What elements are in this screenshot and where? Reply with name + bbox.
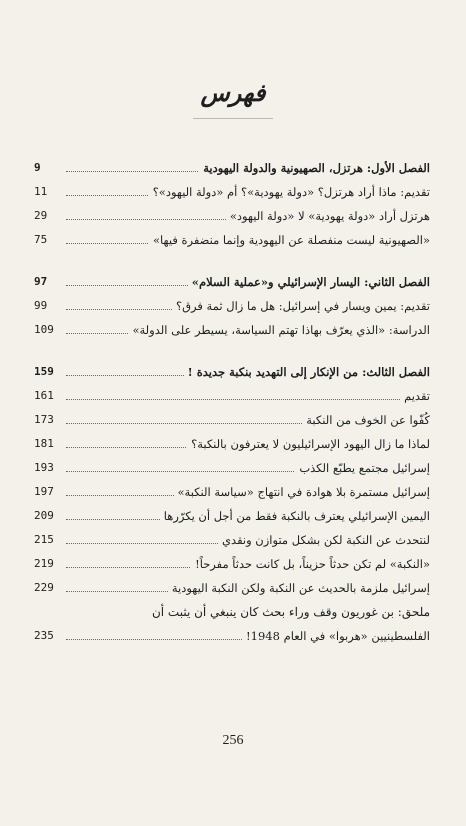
toc-entry[interactable] xyxy=(34,576,430,600)
toc-entry[interactable] xyxy=(34,408,430,432)
entry-title: تقديم: ماذا أراد هرتزل؟ «دولة يهودية»؟ أم «دولة اليهود»؟ xyxy=(149,180,430,204)
entry-title: إسرائيل مستمرة بلا هوادة في انتهاج «سياسة النكبة» xyxy=(174,480,430,504)
page-ref: 197 xyxy=(34,485,54,498)
page-ref: 159 xyxy=(34,365,54,378)
entry-title: هرتزل أراد «دولة يهودية» لا «دولة اليهود» xyxy=(226,204,430,228)
toc-entry[interactable] xyxy=(34,456,430,480)
entry-title: اليمين الإسرائيلي يعترف بالنكبة فقط من أجل أن يكرّرها xyxy=(160,504,430,528)
leader-dots xyxy=(66,399,430,400)
table-of-contents xyxy=(34,156,430,648)
page-ref: 75 xyxy=(34,233,48,246)
page-ref: 11 xyxy=(34,185,48,198)
toc-entry[interactable] xyxy=(34,384,430,408)
toc-chapter-1-heading[interactable] xyxy=(34,156,430,180)
toc-chapter-3-heading[interactable] xyxy=(34,360,430,384)
entry-title: تقديم: يمين ويسار في إسرائيل: هل ما زال ثمة فرق؟ xyxy=(172,294,430,318)
toc-entry[interactable] xyxy=(34,552,430,576)
page-ref: 209 xyxy=(34,509,54,522)
page-number: 256 xyxy=(222,733,244,748)
entry-title: لنتحدث عن النكبة لكن بشكل متوازن ونقدي xyxy=(218,528,430,552)
page-ref: 193 xyxy=(34,461,54,474)
toc-entry[interactable] xyxy=(34,228,430,252)
page-ref: 29 xyxy=(34,209,48,222)
toc-entry[interactable] xyxy=(34,504,430,528)
chapter-title: الفصل الثالث: من الإنكار إلى التهديد بنكبة جديدة ! xyxy=(184,360,430,384)
appendix-line-2: الفلسطينيين «هربوا» في العام 1948! xyxy=(242,624,430,648)
page-title: فهرس xyxy=(200,78,266,107)
appendix-line-2-row xyxy=(34,624,430,648)
page-ref: 181 xyxy=(34,437,54,450)
toc-entry[interactable] xyxy=(34,180,430,204)
page-ref: 173 xyxy=(34,413,54,426)
page-ref: 161 xyxy=(34,389,54,402)
entry-title: «النكبة» لم تكن حدثاً حزيناً، بل كانت حدثاً مفرحاً! xyxy=(191,552,430,576)
entry-title: كُفّوا عن الخوف من النكبة xyxy=(302,408,430,432)
toc-entry[interactable] xyxy=(34,480,430,504)
page-ref: 99 xyxy=(34,299,48,312)
toc-chapter-2-heading[interactable] xyxy=(34,270,430,294)
title-ornament xyxy=(193,118,273,119)
page-ref: 9 xyxy=(34,161,41,174)
toc-entry[interactable] xyxy=(34,204,430,228)
entry-title: الدراسة: «الذي يعرّف بهاذا تهتم السياسة، يسيطر على الدولة» xyxy=(128,318,430,342)
page-ref: 235 xyxy=(34,629,54,642)
toc-entry[interactable] xyxy=(34,528,430,552)
toc-appendix-entry[interactable] xyxy=(34,600,430,648)
page-ref: 215 xyxy=(34,533,54,546)
page-ref: 219 xyxy=(34,557,54,570)
chapter-title: الفصل الأول: هرتزل، الصهيونية والدولة اليهودية xyxy=(199,156,430,180)
toc-entry[interactable] xyxy=(34,318,430,342)
toc-entry[interactable] xyxy=(34,294,430,318)
page-ref: 109 xyxy=(34,323,54,336)
toc-entry[interactable] xyxy=(34,432,430,456)
page-ref: 229 xyxy=(34,581,54,594)
entry-title: لماذا ما زال اليهود الإسرائيليون لا يعترفون بالنكبة؟ xyxy=(187,432,430,456)
page-ref: 97 xyxy=(34,275,48,288)
entry-title: «الصهيونية ليست منفصلة عن اليهودية وإنما منضفرة فيها» xyxy=(149,228,430,252)
entry-title: إسرائيل ملزمة بالحديث عن النكبة ولكن النكبة اليهودية xyxy=(168,576,430,600)
appendix-line-1: ملحق: بن غوريون وقف وراء بحث كان ينبغي أن يثبت أن xyxy=(151,605,430,619)
entry-title: إسرائيل مجتمع يطبّع الكذب xyxy=(295,456,430,480)
chapter-title: الفصل الثاني: اليسار الإسرائيلي و«عملية السلام» xyxy=(188,270,430,294)
entry-title: تقديم xyxy=(400,384,430,408)
